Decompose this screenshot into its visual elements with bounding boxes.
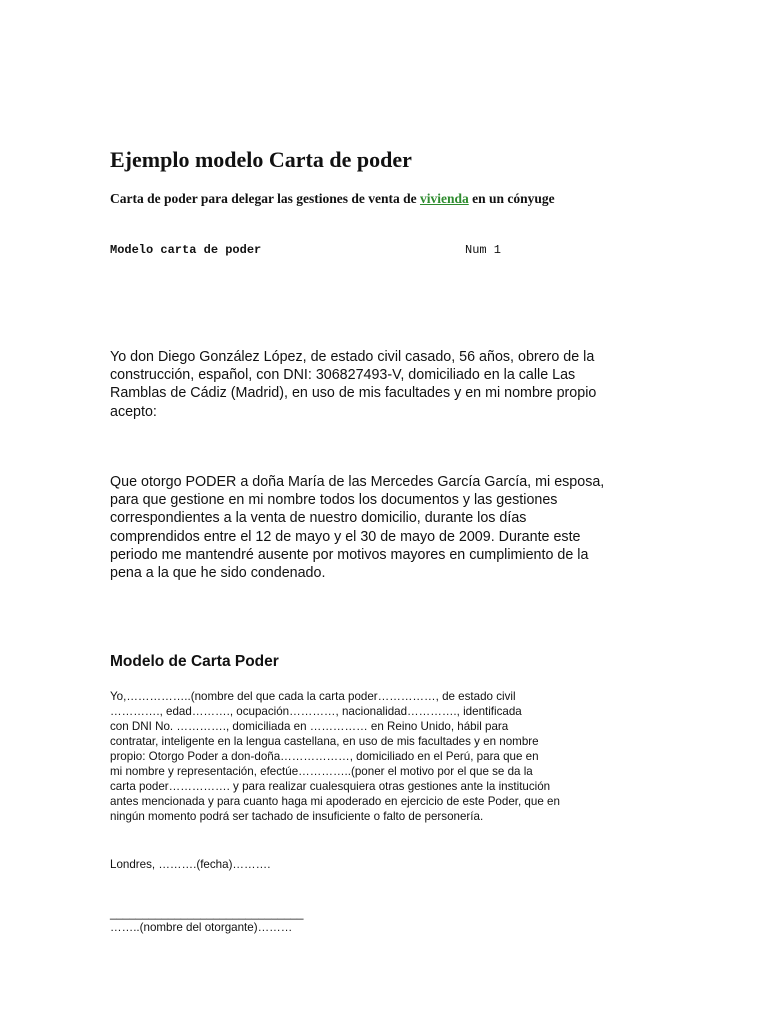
paragraph-line: para que gestione en mi nombre todos los documentos y las gestiones bbox=[110, 492, 558, 509]
paragraph-line: Que otorgo PODER a doña María de las Mercedes García García, mi esposa, bbox=[110, 474, 605, 490]
signature-name: ……..(nombre del otorgante)……… bbox=[110, 921, 293, 934]
paragraph-line: construcción, español, con DNI: 306827493-V, domiciliado en la calle Las bbox=[110, 367, 576, 384]
template-line: carta poder……………. y para realizar cualesquiera otras gestiones ante la institución bbox=[110, 780, 551, 793]
paragraph-line: periodo me mantendré ausente por motivos mayores en cumplimiento de la bbox=[110, 546, 589, 563]
paragraph-line: acepto: bbox=[110, 403, 157, 420]
subtitle-text-after: en un cónyuge bbox=[468, 191, 555, 206]
paragraph-line: Yo don Diego González López, de estado civil casado, 56 años, obrero de la bbox=[110, 349, 595, 365]
template-line: propio: Otorgo Poder a don-doña………………, domiciliado en el Perú, para que en bbox=[110, 750, 539, 763]
paragraph-line: Ramblas de Cádiz (Madrid), en uso de mis facultades y en mi nombre propio bbox=[110, 385, 597, 402]
template-line: …………., edad………., ocupación…………, nacionalidad…………., identificada bbox=[110, 705, 522, 718]
template-line: con DNI No. …………., domiciliada en …………… en Reino Unido, hábil para bbox=[110, 720, 509, 733]
template-line: contratar, inteligente en la lengua castellana, en uso de mis facultades y en nombre bbox=[110, 735, 539, 748]
template-line: antes mencionada y para cuanto haga mi apoderado en ejercicio de este Poder, que en bbox=[110, 795, 560, 808]
document-subtitle bbox=[110, 190, 555, 208]
template-line: Yo,……………..(nombre del que cada la carta poder……………, de estado civil bbox=[110, 690, 516, 703]
paragraph-line: correspondientes a la venta de nuestro domicilio, durante los días bbox=[110, 510, 527, 527]
signature-line: ______________________________ bbox=[110, 907, 304, 920]
paragraph-power-grant bbox=[110, 473, 655, 582]
document-title: Ejemplo modelo Carta de poder bbox=[110, 147, 412, 172]
paragraph-line: comprendidos entre el 12 de mayo y el 30 de mayo de 2009. Durante este bbox=[110, 528, 581, 545]
paragraph-line: pena a la que he sido condenado. bbox=[110, 565, 326, 582]
model-label: Modelo carta de poder bbox=[110, 243, 262, 257]
section-title-modelo: Modelo de Carta Poder bbox=[110, 653, 279, 670]
paragraph-declaration bbox=[110, 348, 655, 421]
number-label: Num 1 bbox=[465, 243, 502, 257]
template-line: mi nombre y representación, efectúe…………..(poner el motivo por el que se da la bbox=[110, 765, 533, 778]
place-date-line: Londres, ……….(fecha)………. bbox=[110, 858, 271, 871]
template-paragraph bbox=[110, 689, 630, 824]
template-line: ningún momento podrá ser tachado de insuficiente o falto de personería. bbox=[110, 810, 484, 823]
subtitle-text-before: Carta de poder para delegar las gestiones de venta de bbox=[110, 191, 420, 206]
vivienda-link[interactable]: vivienda bbox=[419, 191, 469, 206]
